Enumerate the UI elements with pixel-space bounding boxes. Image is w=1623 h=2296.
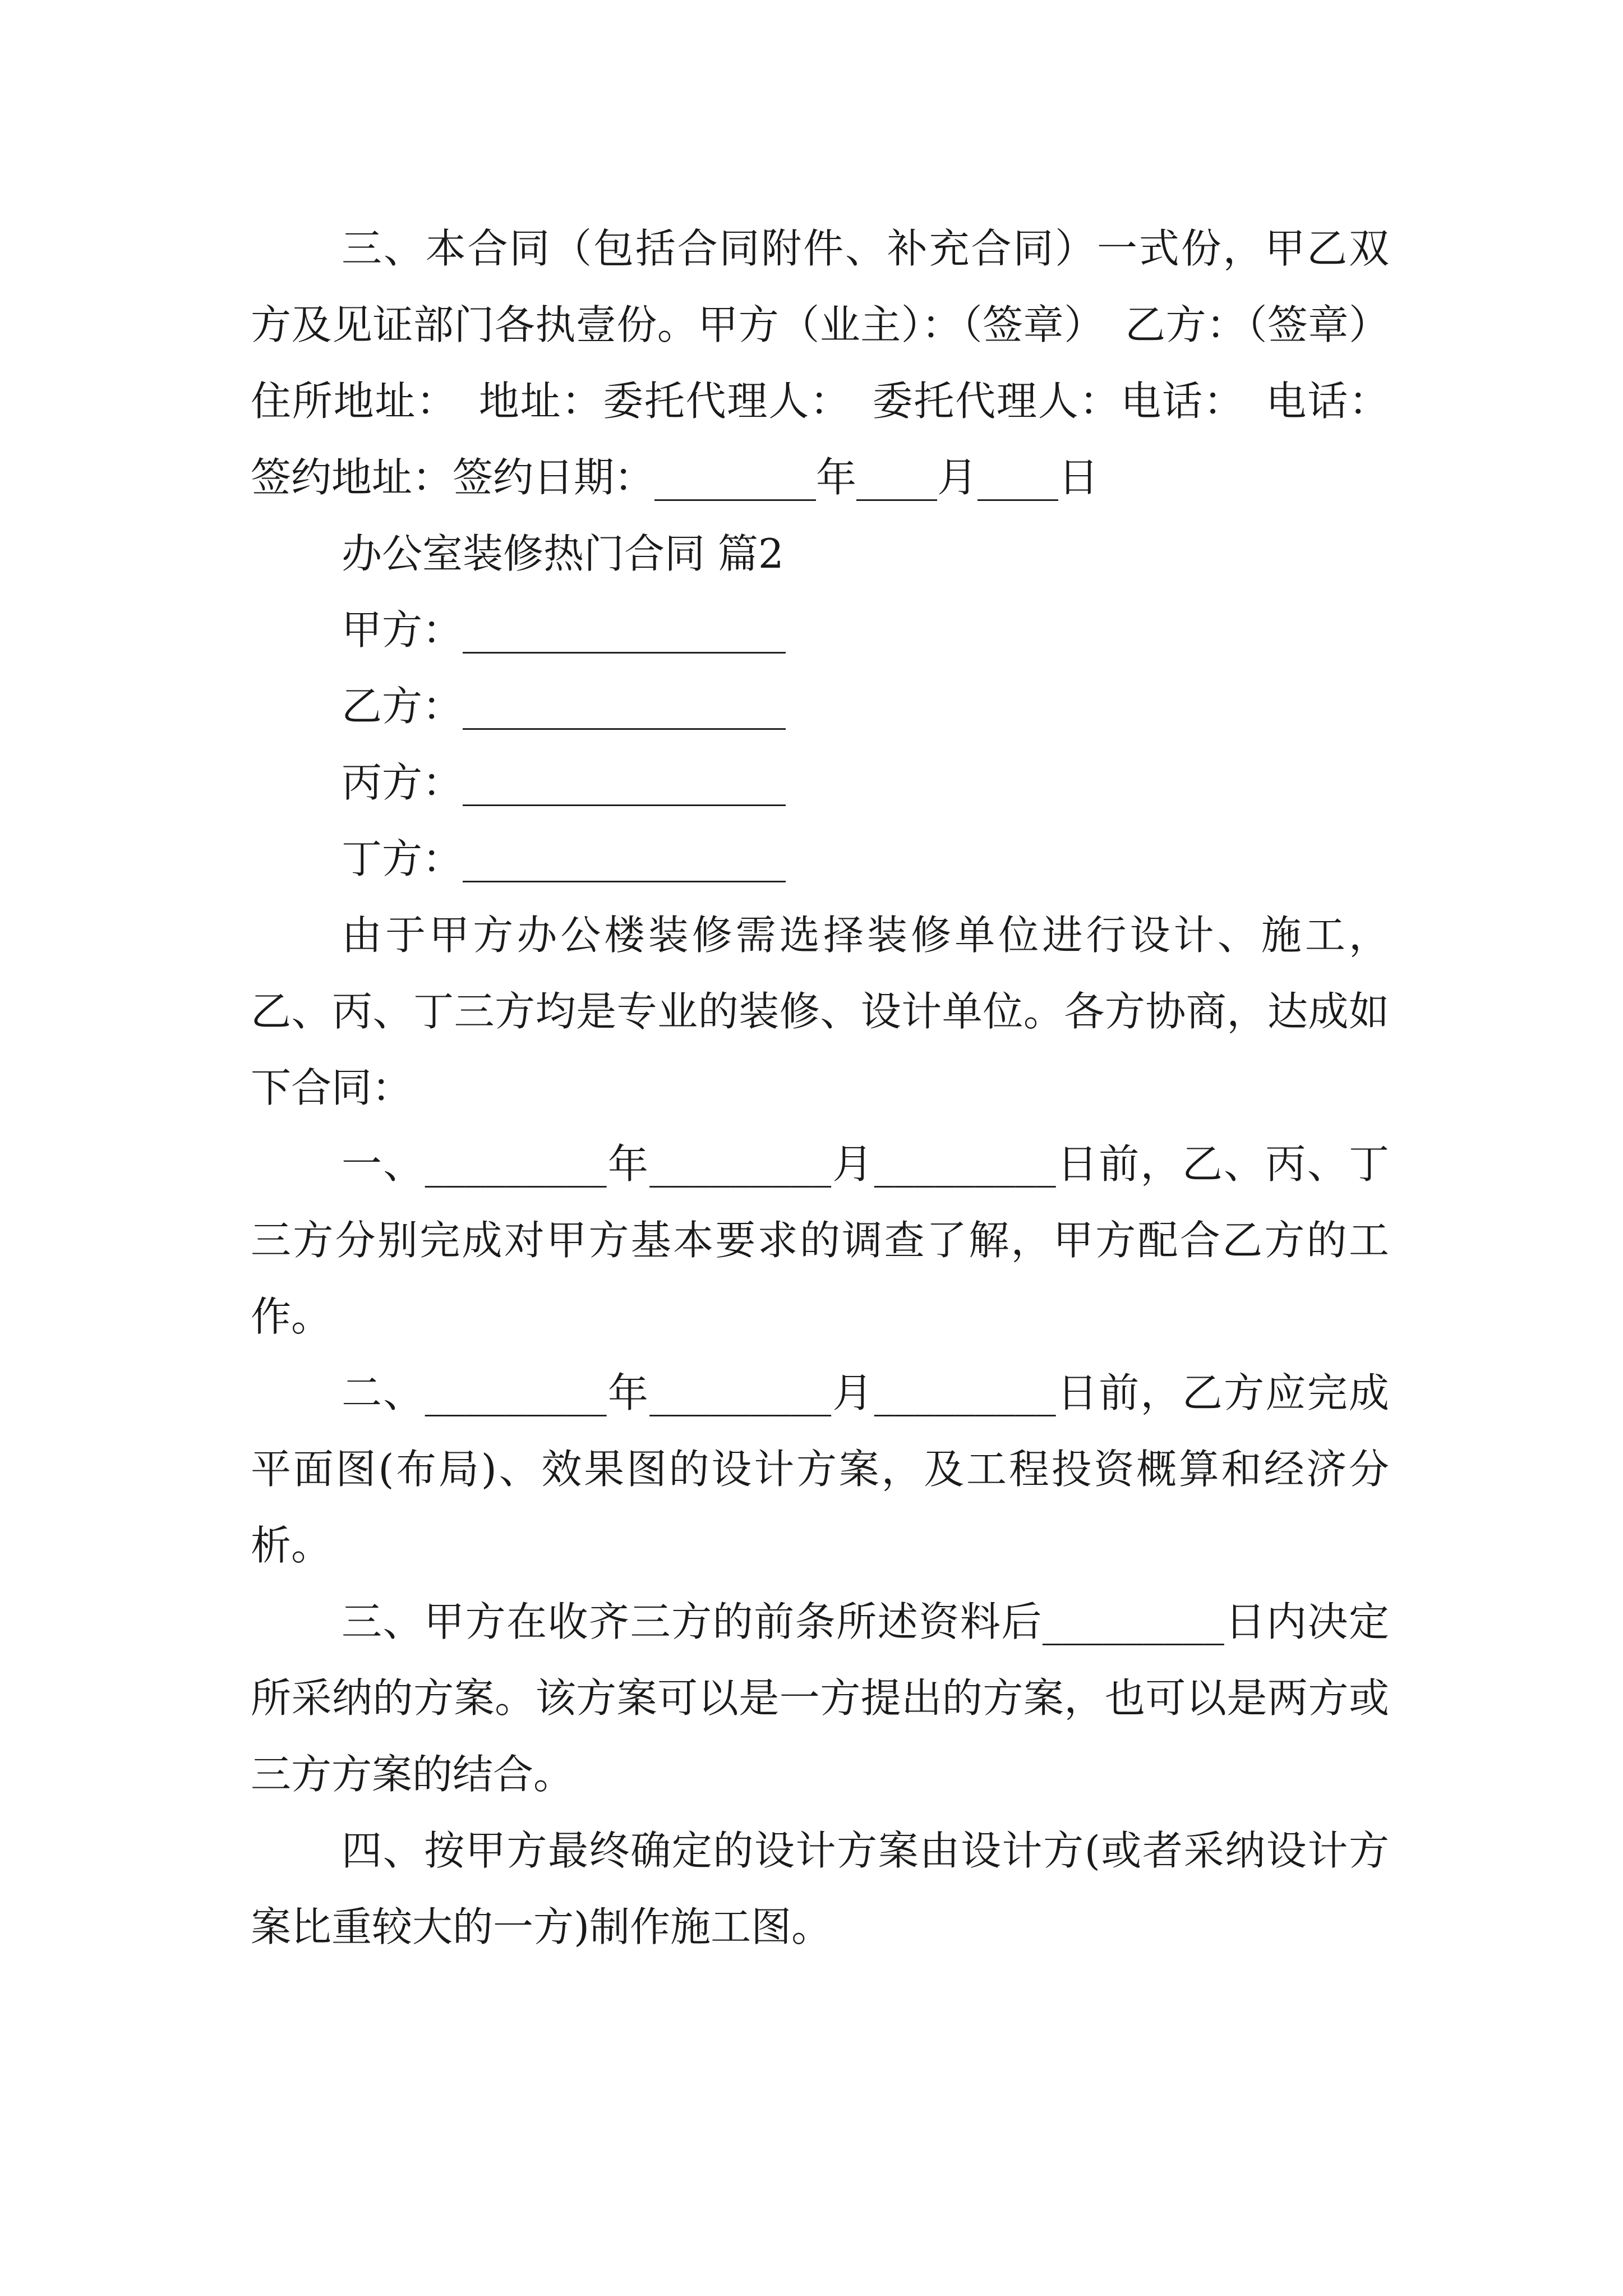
clause-three: 三、甲方在收齐三方的前条所述资料后_________日内决定所采纳的方案。该方案可以是一方提出的方案，也可以是两方或三方方案的结合。 (251, 1598, 1389, 1798)
document-body (251, 210, 1389, 1965)
clause-three-signatures: 三、本合同（包括合同附件、补充合同）一式份，甲乙双方及见证部门各执壹份。甲方（业主）：（签章） 乙方：（签章）住所地址： 地址：委托代理人： 委托代理人：电话： 电话：签约地址：签约日期：________年____月____日 (251, 225, 1389, 501)
clause-two: 二、_________年_________月_________日前，乙方应完成平面图(布局)、效果图的设计方案，及工程投资概算和经济分析。 (251, 1369, 1389, 1569)
section-title: 办公室装修热门合同 篇2 (342, 530, 784, 577)
clause-one: 一、_________年_________月_________日前，乙、丙、丁三方分别完成对甲方基本要求的调查了解，甲方配合乙方的工作。 (251, 1140, 1389, 1340)
party-d-line: 丁方：________________ (342, 835, 786, 882)
party-c-line: 丙方：________________ (342, 759, 786, 806)
preamble: 由于甲方办公楼装修需选择装修单位进行设计、施工，乙、丙、丁三方均是专业的装修、设计单位。各方协商，达成如下合同： (251, 912, 1389, 1111)
clause-four: 四、按甲方最终确定的设计方案由设计方(或者采纳设计方案比重较大的一方)制作施工图。 (251, 1827, 1389, 1950)
party-b-line: 乙方：________________ (342, 683, 786, 730)
party-a-line: 甲方：________________ (342, 606, 786, 654)
